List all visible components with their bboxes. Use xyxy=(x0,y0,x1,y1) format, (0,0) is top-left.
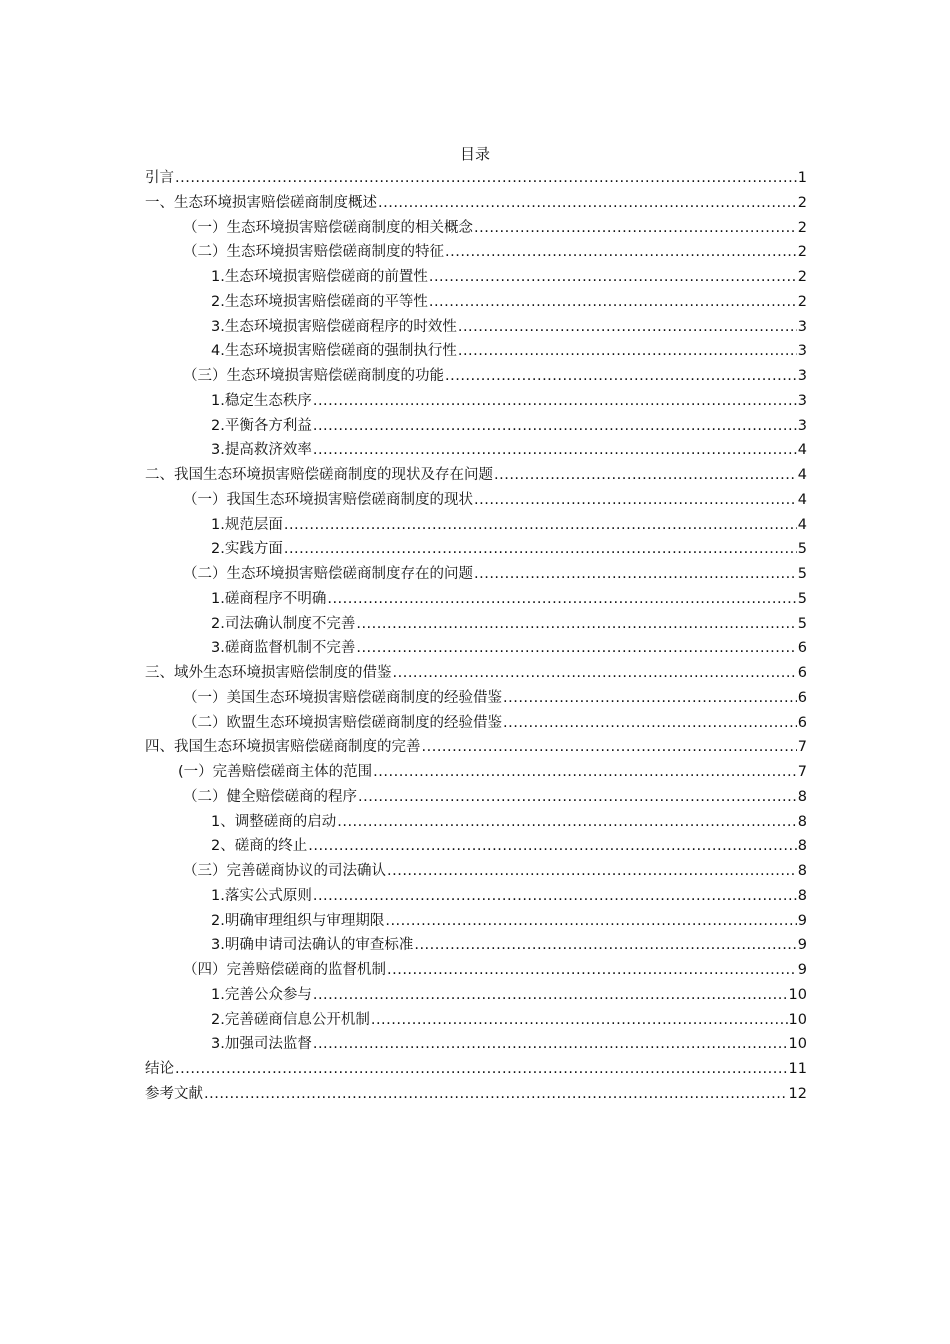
toc-entry[interactable] xyxy=(145,1008,807,1033)
toc-leader-dots xyxy=(414,933,796,957)
toc-leader-dots xyxy=(313,1032,788,1056)
toc-entry[interactable] xyxy=(145,389,807,414)
toc-entry-label: （二）健全赔偿磋商的程序 xyxy=(183,788,357,805)
toc-leader-dots xyxy=(313,983,788,1007)
toc-entry-label: 二、我国生态环境损害赔偿磋商制度的现状及存在问题 xyxy=(145,467,493,483)
toc-entry-label: 3.加强司法监督 xyxy=(211,1036,312,1053)
toc-entry-label: （一）生态环境损害赔偿磋商制度的相关概念 xyxy=(183,219,473,236)
toc-entry[interactable] xyxy=(145,488,807,513)
toc-entry-page: 10 xyxy=(788,1036,807,1053)
toc-entry-label: （一）美国生态环境损害赔偿磋商制度的经验借鉴 xyxy=(183,689,502,706)
toc-leader-dots xyxy=(387,859,797,883)
toc-entry-label: 4.生态环境损害赔偿磋商的强制执行性 xyxy=(211,343,457,360)
toc-entry-page: 10 xyxy=(788,986,807,1003)
toc-leader-dots xyxy=(356,636,796,660)
toc-entry[interactable] xyxy=(145,933,807,958)
toc-entry-page: 2 xyxy=(797,194,807,211)
toc-leader-dots xyxy=(474,488,797,512)
toc-entry-page: 8 xyxy=(797,838,807,855)
toc-entry-label: 3.生态环境损害赔偿磋商程序的时效性 xyxy=(211,318,457,335)
toc-leader-dots xyxy=(494,463,797,487)
toc-entry[interactable] xyxy=(145,958,807,983)
toc-entry[interactable] xyxy=(145,711,807,736)
toc-leader-dots xyxy=(422,735,797,759)
toc-entry[interactable] xyxy=(145,265,807,290)
toc-entry-label: 3.提高救济效率 xyxy=(211,442,312,459)
toc-entry-page: 6 xyxy=(797,640,807,657)
toc-leader-dots xyxy=(313,414,797,438)
toc-entry[interactable] xyxy=(145,414,807,439)
toc-entry-page: 11 xyxy=(788,1061,807,1077)
toc-entry-label: 1、调整磋商的启动 xyxy=(211,813,337,830)
toc-entry[interactable] xyxy=(145,364,807,389)
toc-entry-page: 4 xyxy=(797,442,807,459)
toc-entry[interactable] xyxy=(145,438,807,463)
toc-entry-label: 四、我国生态环境损害赔偿磋商制度的完善 xyxy=(145,739,421,756)
toc-entry-label: (一）完善赔偿磋商主体的范围 xyxy=(178,764,373,780)
toc-entry-label: 3.明确申请司法确认的审查标准 xyxy=(211,937,414,954)
toc-entry-page: 4 xyxy=(797,491,807,508)
toc-leader-dots xyxy=(387,958,797,982)
toc-entry-label: 2.平衡各方利益 xyxy=(211,417,312,434)
toc-entry[interactable] xyxy=(145,983,807,1008)
toc-entry-page: 1 xyxy=(797,170,807,186)
toc-leader-dots xyxy=(458,315,797,339)
toc-entry-page: 12 xyxy=(788,1085,807,1102)
toc-entry[interactable] xyxy=(145,537,807,562)
toc-entry[interactable] xyxy=(145,1032,807,1057)
toc-entry-label: 一、生态环境损害赔偿磋商制度概述 xyxy=(145,194,377,211)
toc-entry[interactable] xyxy=(145,339,807,364)
toc-entry[interactable] xyxy=(145,661,807,686)
toc-entry[interactable] xyxy=(145,290,807,315)
toc-leader-dots xyxy=(313,389,797,413)
toc-leader-dots xyxy=(308,834,797,858)
toc-entry-page: 6 xyxy=(797,689,807,706)
toc-entry-page: 3 xyxy=(797,392,807,409)
toc-entry-label: 3.磋商监督机制不完善 xyxy=(211,640,356,657)
toc-entry-label: （四）完善赔偿磋商的监督机制 xyxy=(183,962,386,978)
toc-leader-dots xyxy=(356,612,796,636)
toc-entry-label: 2、磋商的终止 xyxy=(211,838,308,855)
toc-leader-dots xyxy=(284,537,797,561)
toc-entry-page: 5 xyxy=(797,590,807,607)
toc-entry-label: 1.磋商程序不明确 xyxy=(211,590,327,607)
toc-entry-page: 7 xyxy=(797,764,807,780)
toc-leader-dots xyxy=(327,587,796,611)
toc-leader-dots xyxy=(337,810,797,834)
toc-entry-page: 4 xyxy=(797,516,807,533)
toc-leader-dots xyxy=(474,562,797,586)
toc-entry[interactable] xyxy=(145,191,807,216)
toc-entry-page: 3 xyxy=(797,343,807,360)
toc-entry-page: 5 xyxy=(797,541,807,558)
toc-entry-label: （三）生态环境损害赔偿磋商制度的功能 xyxy=(183,368,444,384)
toc-entry-label: 引言 xyxy=(145,170,174,186)
toc-entry[interactable] xyxy=(145,785,807,810)
toc-entry-page: 6 xyxy=(797,665,807,681)
toc-leader-dots xyxy=(378,191,797,215)
toc-entry-label: 2.生态环境损害赔偿磋商的平等性 xyxy=(211,293,428,310)
toc-entry[interactable] xyxy=(145,909,807,934)
toc-entry-label: 参考文献 xyxy=(145,1085,203,1102)
toc-entry-label: 1.落实公式原则 xyxy=(211,887,312,904)
toc-entry[interactable] xyxy=(145,810,807,835)
toc-entry[interactable] xyxy=(145,1057,807,1082)
toc-entry-page: 9 xyxy=(797,937,807,954)
toc-leader-dots xyxy=(429,290,797,314)
toc-entry-label: 1.完善公众参与 xyxy=(211,986,312,1003)
toc-entry-label: 结论 xyxy=(145,1061,174,1077)
toc-entry[interactable] xyxy=(145,315,807,340)
toc-leader-dots xyxy=(313,438,797,462)
toc-entry[interactable] xyxy=(145,612,807,637)
toc-leader-dots xyxy=(503,686,797,710)
toc-entry-page: 5 xyxy=(797,615,807,632)
toc-leader-dots xyxy=(474,216,797,240)
toc-entry-page: 2 xyxy=(797,244,807,261)
toc-leader-dots xyxy=(358,785,797,809)
toc-entry-label: （二）欧盟生态环境损害赔偿磋商制度的经验借鉴 xyxy=(183,714,502,731)
toc-entry[interactable] xyxy=(145,735,807,760)
toc-entry[interactable] xyxy=(145,686,807,711)
toc-leader-dots xyxy=(175,1057,788,1081)
toc-leader-dots xyxy=(385,909,796,933)
toc-entry-page: 8 xyxy=(797,887,807,904)
toc-entry[interactable] xyxy=(145,587,807,612)
toc-leader-dots xyxy=(458,339,797,363)
toc-entry-label: 三、域外生态环境损害赔偿制度的借鉴 xyxy=(145,665,392,681)
toc-leader-dots xyxy=(313,884,797,908)
toc-entry-page: 8 xyxy=(797,788,807,805)
toc-entry[interactable] xyxy=(145,166,807,191)
toc-entry-label: 1.规范层面 xyxy=(211,516,283,533)
toc-entry-label: 2.明确审理组织与审理期限 xyxy=(211,912,385,929)
toc-entry-page: 7 xyxy=(797,739,807,756)
toc-list xyxy=(145,166,807,1107)
toc-entry[interactable] xyxy=(145,884,807,909)
toc-entry-page: 5 xyxy=(797,566,807,582)
toc-entry-label: 1.生态环境损害赔偿磋商的前置性 xyxy=(211,269,428,285)
toc-entry[interactable] xyxy=(145,463,807,488)
toc-entry-page: 8 xyxy=(797,863,807,879)
toc-entry-page: 9 xyxy=(797,962,807,978)
toc-leader-dots xyxy=(373,760,797,784)
toc-entry[interactable] xyxy=(145,1082,807,1107)
toc-entry-page: 6 xyxy=(797,714,807,731)
toc-entry[interactable] xyxy=(145,562,807,587)
toc-entry-label: 1.稳定生态秩序 xyxy=(211,392,312,409)
toc-entry-page: 4 xyxy=(797,467,807,483)
toc-entry-label: （一）我国生态环境损害赔偿磋商制度的现状 xyxy=(183,491,473,508)
toc-leader-dots xyxy=(429,265,797,289)
toc-title: 目录 xyxy=(459,145,490,163)
toc-entry-label: 2.司法确认制度不完善 xyxy=(211,615,356,632)
toc-entry-page: 3 xyxy=(797,368,807,384)
toc-leader-dots xyxy=(393,661,797,685)
toc-entry-page: 9 xyxy=(797,912,807,929)
toc-entry-page: 3 xyxy=(797,417,807,434)
toc-entry-page: 2 xyxy=(797,219,807,236)
toc-entry[interactable] xyxy=(145,834,807,859)
toc-entry-page: 2 xyxy=(797,293,807,310)
toc-entry[interactable] xyxy=(145,636,807,661)
toc-entry-page: 8 xyxy=(797,813,807,830)
toc-entry-page: 10 xyxy=(788,1011,807,1028)
toc-entry-page: 2 xyxy=(797,269,807,285)
toc-entry-label: 2.完善磋商信息公开机制 xyxy=(211,1011,370,1028)
toc-leader-dots xyxy=(175,166,797,190)
toc-leader-dots xyxy=(445,364,797,388)
toc-entry-label: （三）完善磋商协议的司法确认 xyxy=(183,863,386,879)
toc-entry[interactable] xyxy=(145,240,807,265)
toc-leader-dots xyxy=(503,711,797,735)
toc-entry[interactable] xyxy=(145,216,807,241)
toc-entry-label: （二）生态环境损害赔偿磋商制度的特征 xyxy=(183,244,444,261)
toc-leader-dots xyxy=(371,1008,788,1032)
toc-entry-label: 2.实践方面 xyxy=(211,541,283,558)
toc-entry[interactable] xyxy=(145,513,807,538)
toc-entry-page: 3 xyxy=(797,318,807,335)
toc-leader-dots xyxy=(445,240,797,264)
toc-leader-dots xyxy=(204,1082,788,1106)
toc-leader-dots xyxy=(284,513,797,537)
toc-entry[interactable] xyxy=(145,859,807,884)
toc-entry[interactable] xyxy=(145,760,807,785)
toc-entry-label: （二）生态环境损害赔偿磋商制度存在的问题 xyxy=(183,566,473,582)
